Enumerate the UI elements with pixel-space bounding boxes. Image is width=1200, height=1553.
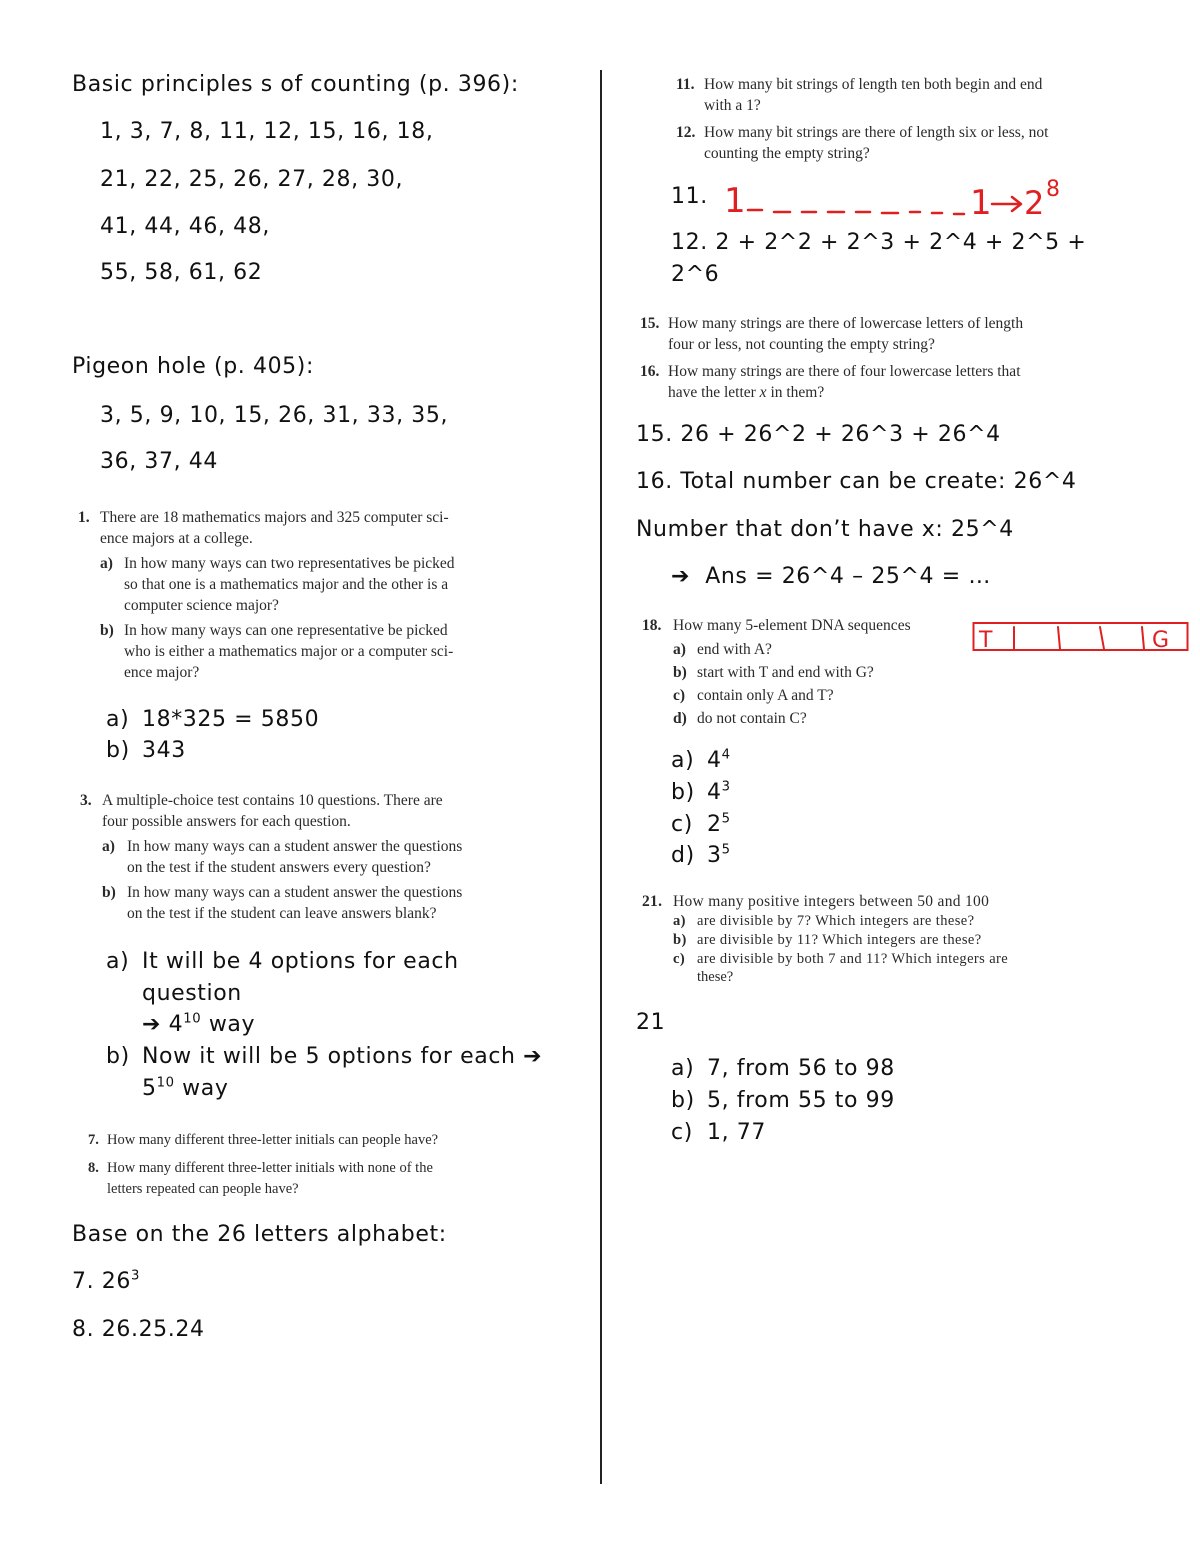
textbook-question-21: 21. How many positive integers between 50 and 100 a) are divisible by 7? Which integers are these? b) are divisible by 11? Which integers are these? c) are divisible by both 7 and 11? Which integers are these?	[642, 893, 1009, 985]
hand-digit-right: 1	[970, 183, 992, 223]
textbook-question-18: 18. How many 5-element DNA sequences a) end with A? b) start with T and end with G? c) contain only A and T? d) do not contain C?	[642, 617, 911, 727]
counting-list-line: 21, 22, 25, 26, 27, 28, 30,	[100, 167, 404, 192]
answer-11-label: 11.	[671, 184, 708, 209]
textbook-question-16: 16. How many strings are there of four lowercase letters that have the letter x in them?	[640, 363, 1021, 401]
textbook-question-11: 11. How many bit strings of length ten both begin and end with a 1?	[676, 76, 1043, 114]
answer-18b: b) $4^3$	[671, 779, 731, 805]
answer-16-sub: Number that don’t have x: 25^4	[636, 517, 1014, 542]
answer-15: 15. 26 + 26^2 + 26^3 + 26^4	[636, 422, 1001, 447]
answer-21b: b) 5, from 55 to 99	[671, 1088, 895, 1113]
hand-exponent: 8	[1046, 177, 1060, 202]
textbook-question-12: 12. How many bit strings are there of length six or less, not counting the empty string?	[676, 124, 1049, 162]
hand-base: 2	[1024, 184, 1045, 222]
answer-3b-result: $5^{10}$ way	[142, 1075, 229, 1101]
counting-list-line: 1, 3, 7, 8, 11, 12, 15, 16, 18,	[100, 119, 434, 144]
answer-21-label: 21	[636, 1010, 666, 1035]
answer-3a-result: ➔ $4^{10}$ way	[142, 1011, 256, 1037]
handwritten-dna-box	[972, 621, 1190, 653]
alphabet-note: Base on the 26 letters alphabet:	[72, 1222, 447, 1247]
hand-dashes	[748, 210, 964, 214]
pigeon-list-line: 36, 37, 44	[100, 449, 218, 474]
answer-7: 7. $26^3$	[72, 1268, 140, 1294]
pigeon-heading: Pigeon hole (p. 405):	[72, 354, 314, 379]
dna-box-dividers	[1014, 627, 1144, 649]
answer-1a: a) 18*325 = 5850	[106, 707, 320, 732]
answer-12-line2: 2^6	[671, 262, 720, 287]
answer-8: 8. 26.25.24	[72, 1317, 205, 1342]
answer-21a: a) 7, from 56 to 98	[671, 1056, 895, 1081]
answer-3a: a) It will be 4 options for each	[106, 949, 459, 974]
handwritten-answer-11	[718, 170, 1098, 225]
counting-heading: Basic principles s of counting (p. 396):	[72, 72, 519, 97]
answer-12-line1: 12. 2 + 2^2 + 2^3 + 2^4 + 2^5 +	[671, 230, 1087, 255]
hand-arrow	[992, 197, 1021, 211]
answer-16: 16. Total number can be create: 26^4	[636, 469, 1077, 494]
textbook-question-3: 3. A multiple-choice test contains 10 questions. There are four possible answers for each question. a) In how many ways can a student answer the questions on the test if the student answers every question? b) In how many ways can a student answer the questions on the test if the student can leave answers blank?	[80, 792, 463, 922]
answer-18d: d) $3^5$	[671, 842, 731, 868]
answer-21c: c) 1, 77	[671, 1120, 766, 1145]
textbook-question-1: 1. There are 18 mathematics majors and 325 computer sci- ence majors at a college. a) In how many ways can two representatives be picked so that one is a mathematics major and the other is a computer science major? b) In how many ways can one representative be picked who is either a mathematics major or a computer sci- ence major?	[78, 509, 455, 681]
dna-box-first: T	[979, 628, 993, 653]
textbook-question-8: 8. How many different three-letter initials with none of the letters repeated can people have?	[88, 1160, 433, 1197]
answer-18a: a) $4^4$	[671, 747, 731, 773]
counting-list-line: 55, 58, 61, 62	[100, 260, 263, 285]
answer-18c: c) $2^5$	[671, 811, 731, 837]
hand-digit-left: 1	[724, 181, 746, 221]
textbook-question-15: 15. How many strings are there of lowercase letters of length four or less, not counting the empty string?	[640, 315, 1024, 353]
answer-16-final: ➔ Ans = 26^4 – 25^4 = …	[671, 564, 991, 589]
answer-3a-cont: question	[142, 981, 242, 1006]
textbook-question-7: 7. How many different three-letter initials can people have?	[88, 1132, 439, 1148]
dna-box-last: G	[1152, 628, 1170, 653]
column-divider	[600, 70, 602, 1484]
answer-3b: b) Now it will be 5 options for each ➔	[106, 1044, 543, 1069]
answer-1b: b) 343	[106, 738, 186, 763]
counting-list-line: 41, 44, 46, 48,	[100, 214, 270, 239]
pigeon-list-line: 3, 5, 9, 10, 15, 26, 31, 33, 35,	[100, 403, 449, 428]
